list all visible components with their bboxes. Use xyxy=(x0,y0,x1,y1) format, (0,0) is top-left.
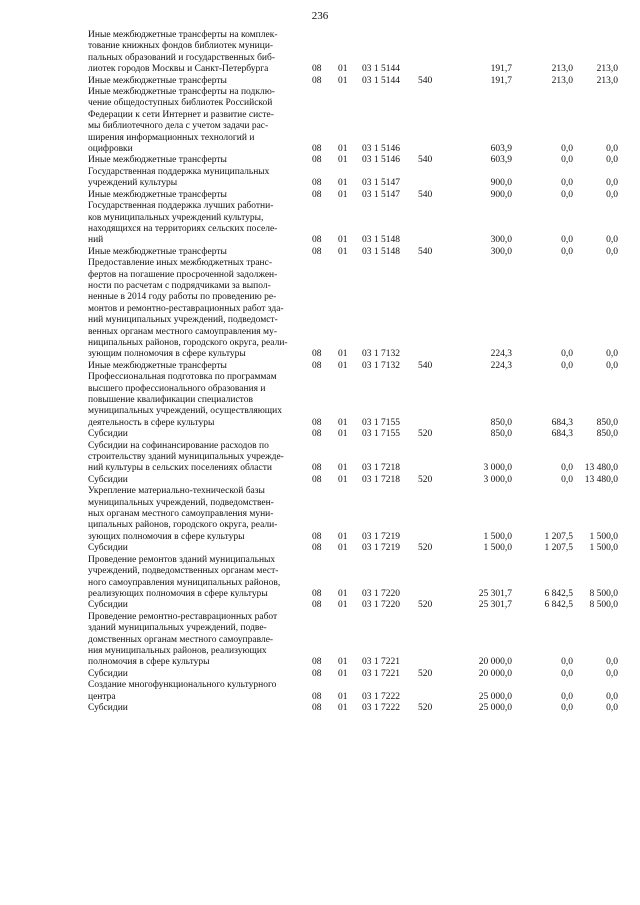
row-target-article: 03 1 7132 xyxy=(362,360,400,371)
row-expense-type: 520 xyxy=(418,474,433,485)
row-section: 08 xyxy=(312,189,322,200)
row-amount-year1: 20 000,0 xyxy=(478,668,512,679)
table-row xyxy=(88,201,618,247)
budget-table xyxy=(88,30,618,714)
row-target-article: 03 1 5144 xyxy=(362,75,400,86)
row-expense-type: 540 xyxy=(418,360,433,371)
row-amount-year3: 0,0 xyxy=(606,144,618,155)
row-name: Профессиональная подготовка по программам высшего профессионального образования и повышение квалификации специалистов муниципальных учреждений, осуществляющих деятельность в сфере культуры xyxy=(88,372,282,428)
table-row xyxy=(88,247,618,258)
table-row xyxy=(88,669,618,680)
row-expense-type: 540 xyxy=(418,155,433,166)
row-target-article: 03 1 7219 xyxy=(362,543,400,554)
row-target-article: 03 1 7155 xyxy=(362,417,400,428)
row-target-article: 03 1 5147 xyxy=(362,189,400,200)
row-section: 08 xyxy=(312,543,322,554)
row-amount-year3: 0,0 xyxy=(606,246,618,257)
row-section: 08 xyxy=(312,155,322,166)
row-amount-year2: 0,0 xyxy=(561,691,573,702)
row-amount-year1: 300,0 xyxy=(490,246,512,257)
row-amount-year2: 213,0 xyxy=(551,64,573,75)
row-expense-type: 540 xyxy=(418,189,433,200)
row-amount-year2: 0,0 xyxy=(561,144,573,155)
row-section: 08 xyxy=(312,531,322,542)
row-amount-year2: 0,0 xyxy=(561,178,573,189)
row-target-article: 03 1 5146 xyxy=(362,144,400,155)
row-target-article: 03 1 7218 xyxy=(362,463,400,474)
row-target-article: 03 1 7155 xyxy=(362,429,400,440)
row-section: 08 xyxy=(312,600,322,611)
row-subsection: 01 xyxy=(338,702,348,713)
row-amount-year3: 213,0 xyxy=(596,75,618,86)
table-row xyxy=(88,372,618,429)
row-name: Иные межбюджетные трансферты на подклю- чение общедоступных библиотек Российской Федерации к сети Интернет и развитие систе- мы библиотечного дела с учетом задачи рас- ширения информационных технологий и оцифровки xyxy=(88,87,275,155)
page-number: 236 xyxy=(311,10,329,22)
row-name: Предоставление иных межбюджетных транс- фертов на погашение просроченной задолжен- ности по расчетам с подрядчиками за выпол- ненные в 2014 году работы по проведению ре- монтов и ремонтно-реставрационных работ зда- ний муниципальных учреждений, подведомст- венных органам местного самоуправления му- ниципальных районов, городского округа, реали- зующим полномочия в сфере культуры xyxy=(88,258,288,360)
row-subsection: 01 xyxy=(338,531,348,542)
row-name: Укрепление материально-технической базы муниципальных учреждений, подведомствен- ных органам местного самоуправления муни- ципальных районов, городского округа, реали- зующих полномочия в сфере культуры xyxy=(88,486,278,542)
row-target-article: 03 1 7222 xyxy=(362,702,400,713)
row-name: Субсидии xyxy=(88,543,128,554)
row-subsection: 01 xyxy=(338,588,348,599)
row-amount-year2: 0,0 xyxy=(561,657,573,668)
row-target-article: 03 1 7221 xyxy=(362,668,400,679)
row-target-article: 03 1 5146 xyxy=(362,155,400,166)
row-expense-type: 520 xyxy=(418,600,433,611)
row-section: 08 xyxy=(312,702,322,713)
row-name: Субсидии xyxy=(88,668,128,679)
row-section: 08 xyxy=(312,588,322,599)
row-section: 08 xyxy=(312,668,322,679)
row-subsection: 01 xyxy=(338,155,348,166)
row-name: Иные межбюджетные трансферты xyxy=(88,360,227,371)
row-amount-year1: 850,0 xyxy=(490,417,512,428)
row-subsection: 01 xyxy=(338,463,348,474)
row-name: Государственная поддержка лучших работни- ков муниципальных учреждений культуры, находящихся на территориях сельских поселе- ний xyxy=(88,201,278,246)
row-name: Иные межбюджетные трансферты xyxy=(88,246,227,257)
row-amount-year2: 1 207,5 xyxy=(544,543,573,554)
row-name: Субсидии xyxy=(88,429,128,440)
table-row xyxy=(88,600,618,611)
row-amount-year2: 684,3 xyxy=(551,429,573,440)
row-amount-year1: 603,9 xyxy=(490,144,512,155)
row-amount-year1: 224,3 xyxy=(490,360,512,371)
row-name: Субсидии xyxy=(88,474,128,485)
table-row xyxy=(88,87,618,155)
row-subsection: 01 xyxy=(338,360,348,371)
row-target-article: 03 1 5144 xyxy=(362,64,400,75)
row-name: Иные межбюджетные трансферты xyxy=(88,189,227,200)
table-row xyxy=(88,543,618,554)
row-amount-year3: 0,0 xyxy=(606,349,618,360)
row-expense-type: 520 xyxy=(418,702,433,713)
row-amount-year3: 8 500,0 xyxy=(589,600,618,611)
row-subsection: 01 xyxy=(338,474,348,485)
row-section: 08 xyxy=(312,463,322,474)
row-expense-type: 540 xyxy=(418,246,433,257)
row-section: 08 xyxy=(312,691,322,702)
row-amount-year1: 3 000,0 xyxy=(483,463,512,474)
row-name: Государственная поддержка муниципальных учреждений культуры xyxy=(88,166,270,189)
row-amount-year3: 0,0 xyxy=(606,668,618,679)
row-amount-year3: 13 480,0 xyxy=(584,463,618,474)
table-row xyxy=(88,441,618,475)
table-row xyxy=(88,703,618,714)
table-row xyxy=(88,155,618,166)
row-section: 08 xyxy=(312,246,322,257)
row-section: 08 xyxy=(312,75,322,86)
table-row xyxy=(88,76,618,87)
table-row xyxy=(88,486,618,543)
row-amount-year2: 0,0 xyxy=(561,189,573,200)
row-name: Иные межбюджетные трансферты на комплек- тование книжных фондов библиотек муници- пальных образований и государственных биб- лиотек городов Москвы и Санкт-Петербурга xyxy=(88,30,278,75)
row-section: 08 xyxy=(312,144,322,155)
table-row xyxy=(88,680,618,703)
table-row xyxy=(88,30,618,76)
row-amount-year1: 603,9 xyxy=(490,155,512,166)
row-section: 08 xyxy=(312,235,322,246)
row-name: Субсидии xyxy=(88,600,128,611)
row-amount-year2: 1 207,5 xyxy=(544,531,573,542)
row-subsection: 01 xyxy=(338,600,348,611)
row-subsection: 01 xyxy=(338,543,348,554)
row-name: Субсидии xyxy=(88,702,128,713)
row-amount-year1: 900,0 xyxy=(490,189,512,200)
row-section: 08 xyxy=(312,657,322,668)
row-amount-year3: 0,0 xyxy=(606,702,618,713)
row-target-article: 03 1 7218 xyxy=(362,474,400,485)
row-subsection: 01 xyxy=(338,178,348,189)
row-amount-year1: 191,7 xyxy=(490,64,512,75)
row-subsection: 01 xyxy=(338,429,348,440)
row-expense-type: 540 xyxy=(418,75,433,86)
row-subsection: 01 xyxy=(338,668,348,679)
row-name: Субсидии на софинансирование расходов по строительству зданий муниципальных учрежде- ний культуры в сельских поселениях области xyxy=(88,440,284,474)
row-amount-year1: 25 000,0 xyxy=(478,691,512,702)
row-amount-year1: 25 000,0 xyxy=(478,702,512,713)
row-amount-year2: 0,0 xyxy=(561,246,573,257)
row-amount-year1: 850,0 xyxy=(490,429,512,440)
table-row xyxy=(88,190,618,201)
row-section: 08 xyxy=(312,178,322,189)
row-amount-year3: 1 500,0 xyxy=(589,543,618,554)
row-target-article: 03 1 7219 xyxy=(362,531,400,542)
row-amount-year1: 1 500,0 xyxy=(483,531,512,542)
row-subsection: 01 xyxy=(338,189,348,200)
row-amount-year3: 0,0 xyxy=(606,657,618,668)
table-row xyxy=(88,361,618,372)
row-amount-year2: 0,0 xyxy=(561,349,573,360)
row-name: Иные межбюджетные трансферты xyxy=(88,155,227,166)
row-amount-year3: 850,0 xyxy=(596,417,618,428)
row-amount-year1: 3 000,0 xyxy=(483,474,512,485)
table-row xyxy=(88,555,618,601)
table-row xyxy=(88,167,618,190)
row-expense-type: 520 xyxy=(418,668,433,679)
row-amount-year1: 25 301,7 xyxy=(478,588,512,599)
row-section: 08 xyxy=(312,429,322,440)
row-amount-year3: 0,0 xyxy=(606,189,618,200)
row-amount-year1: 191,7 xyxy=(490,75,512,86)
row-subsection: 01 xyxy=(338,235,348,246)
row-subsection: 01 xyxy=(338,144,348,155)
row-section: 08 xyxy=(312,360,322,371)
row-amount-year2: 0,0 xyxy=(561,702,573,713)
row-target-article: 03 1 5147 xyxy=(362,178,400,189)
row-amount-year3: 0,0 xyxy=(606,691,618,702)
row-amount-year1: 224,3 xyxy=(490,349,512,360)
row-amount-year3: 850,0 xyxy=(596,429,618,440)
row-amount-year3: 0,0 xyxy=(606,235,618,246)
row-target-article: 03 1 7220 xyxy=(362,588,400,599)
row-subsection: 01 xyxy=(338,75,348,86)
row-amount-year2: 6 842,5 xyxy=(544,588,573,599)
row-amount-year1: 300,0 xyxy=(490,235,512,246)
row-target-article: 03 1 5148 xyxy=(362,246,400,257)
row-subsection: 01 xyxy=(338,657,348,668)
table-row xyxy=(88,612,618,669)
table-row xyxy=(88,475,618,486)
row-name: Проведение ремонтно-реставрационных работ зданий муниципальных учреждений, подве- домственных органам местного самоуправле- ния муниципальных районов, реализующих полномочия в сфере культуры xyxy=(88,611,278,668)
row-target-article: 03 1 7220 xyxy=(362,600,400,611)
row-amount-year1: 25 301,7 xyxy=(478,600,512,611)
row-name: Иные межбюджетные трансферты xyxy=(88,75,227,86)
row-amount-year1: 20 000,0 xyxy=(478,657,512,668)
row-subsection: 01 xyxy=(338,64,348,75)
row-subsection: 01 xyxy=(338,417,348,428)
row-section: 08 xyxy=(312,64,322,75)
row-amount-year2: 684,3 xyxy=(551,417,573,428)
row-amount-year3: 0,0 xyxy=(606,178,618,189)
row-target-article: 03 1 7222 xyxy=(362,691,400,702)
row-amount-year3: 0,0 xyxy=(606,360,618,371)
row-name: Проведение ремонтов зданий муниципальных учреждений, подведомственных органам мест- ного самоуправления муниципальных районов, реализующих полномочия в сфере культуры xyxy=(88,554,281,599)
row-amount-year1: 900,0 xyxy=(490,178,512,189)
row-amount-year2: 0,0 xyxy=(561,668,573,679)
row-subsection: 01 xyxy=(338,349,348,360)
row-subsection: 01 xyxy=(338,246,348,257)
row-target-article: 03 1 7132 xyxy=(362,349,400,360)
row-subsection: 01 xyxy=(338,691,348,702)
row-amount-year2: 0,0 xyxy=(561,235,573,246)
row-target-article: 03 1 5148 xyxy=(362,235,400,246)
row-amount-year3: 0,0 xyxy=(606,155,618,166)
row-expense-type: 520 xyxy=(418,429,433,440)
row-section: 08 xyxy=(312,349,322,360)
row-amount-year2: 0,0 xyxy=(561,360,573,371)
row-amount-year2: 6 842,5 xyxy=(544,600,573,611)
row-section: 08 xyxy=(312,474,322,485)
row-name: Создание многофункционального культурного центра xyxy=(88,680,277,702)
row-expense-type: 520 xyxy=(418,543,433,554)
row-amount-year2: 0,0 xyxy=(561,155,573,166)
row-amount-year3: 8 500,0 xyxy=(589,588,618,599)
row-amount-year1: 1 500,0 xyxy=(483,543,512,554)
row-amount-year3: 213,0 xyxy=(596,64,618,75)
table-row xyxy=(88,258,618,361)
row-amount-year3: 13 480,0 xyxy=(584,474,618,485)
row-target-article: 03 1 7221 xyxy=(362,657,400,668)
row-amount-year3: 1 500,0 xyxy=(589,531,618,542)
table-row xyxy=(88,429,618,440)
row-amount-year2: 0,0 xyxy=(561,474,573,485)
row-section: 08 xyxy=(312,417,322,428)
row-amount-year2: 213,0 xyxy=(551,75,573,86)
row-amount-year2: 0,0 xyxy=(561,463,573,474)
